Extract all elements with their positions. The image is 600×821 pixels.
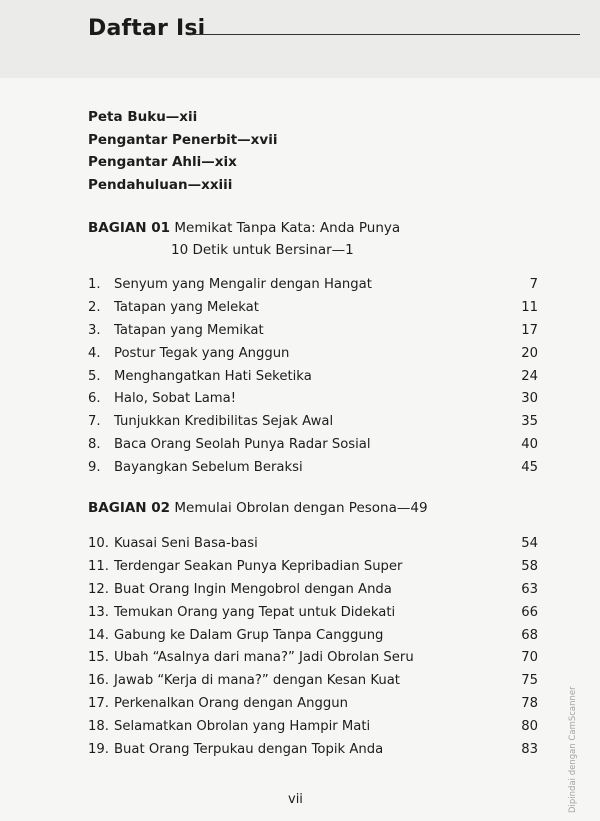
entry-title: Tatapan yang Memikat [114, 322, 264, 338]
toc-entry [88, 646, 538, 669]
part-title: Memikat Tanpa Kata: Anda Punya [174, 220, 401, 236]
toc-entry [88, 433, 538, 456]
part-title: Memulai Obrolan dengan Pesona—49 [174, 500, 428, 516]
title-rule [190, 34, 580, 35]
entry-page: 58 [521, 558, 538, 574]
toc-entry [88, 715, 538, 738]
entry-number: 18. [88, 719, 109, 735]
toc-entry [88, 342, 538, 365]
entry-page: 70 [521, 650, 538, 666]
entry-title: Gabung ke Dalam Grup Tanpa Canggung [114, 627, 384, 643]
entry-title: Jawab “Kerja di mana?” dengan Kesan Kuat [114, 673, 400, 689]
entry-page: 40 [521, 437, 538, 453]
entry-title: Tunjukkan Kredibilitas Sejak Awal [114, 414, 334, 430]
entry-number: 3. [88, 322, 101, 338]
entry-page: 17 [521, 322, 538, 338]
toc-entry [88, 365, 538, 388]
entry-number: 2. [88, 299, 101, 315]
toc-list [88, 273, 538, 479]
front-matter-item: Pendahuluan—xxiii [88, 176, 233, 193]
part-label: BAGIAN 01 [88, 220, 171, 236]
entry-title: Selamatkan Obrolan yang Hampir Mati [114, 719, 371, 735]
entry-page: 80 [521, 719, 538, 735]
toc-entry [88, 624, 538, 647]
entry-page: 63 [521, 581, 538, 597]
entry-number: 12. [88, 581, 109, 597]
entry-page: 24 [521, 368, 538, 384]
entry-title: Terdengar Seakan Punya Kepribadian Super [114, 558, 403, 574]
entry-number: 1. [88, 276, 101, 292]
entry-number: 9. [88, 460, 101, 476]
entry-title: Postur Tegak yang Anggun [114, 345, 290, 361]
entry-title: Kuasai Seni Basa-basi [114, 535, 258, 551]
entry-number: 16. [88, 673, 109, 689]
entry-number: 10. [88, 535, 109, 551]
entry-title: Halo, Sobat Lama! [114, 391, 237, 407]
entry-page: 35 [521, 414, 538, 430]
page-number: vii [288, 792, 303, 807]
toc-entry [88, 601, 538, 624]
entry-number: 6. [88, 391, 101, 407]
toc-entry [88, 319, 538, 342]
front-matter-item: Peta Buku—xii [88, 109, 198, 125]
scanner-watermark-text: Dipindai dengan CamScanner [568, 686, 578, 813]
entry-number: 5. [88, 368, 101, 384]
entry-page: 30 [521, 391, 538, 407]
toc-entry [88, 738, 538, 761]
toc-entry [88, 387, 538, 410]
entry-title: Buat Orang Terpukau dengan Topik Anda [114, 741, 384, 757]
entry-number: 19. [88, 741, 109, 757]
part-heading [88, 498, 428, 520]
entry-number: 4. [88, 345, 101, 361]
entry-number: 13. [88, 604, 109, 620]
entry-title: Temukan Orang yang Tepat untuk Didekati [114, 604, 396, 620]
entry-page: 66 [521, 604, 538, 620]
entry-number: 8. [88, 437, 101, 453]
entry-page: 83 [521, 741, 538, 757]
entry-title: Senyum yang Mengalir dengan Hangat [114, 276, 372, 292]
toc-entry [88, 456, 538, 479]
toc-entry [88, 296, 538, 319]
toc-entry [88, 555, 538, 578]
part-label: BAGIAN 02 [88, 500, 171, 516]
entry-number: 11. [88, 558, 109, 574]
entry-page: 54 [521, 535, 538, 551]
front-matter-list [88, 106, 277, 196]
entry-title: Ubah “Asalnya dari mana?” Jadi Obrolan Seru [114, 650, 414, 666]
toc-entry [88, 273, 538, 296]
toc-entry [88, 410, 538, 433]
entry-page: 78 [521, 696, 538, 712]
front-matter-item: Pengantar Ahli—xix [88, 154, 237, 171]
scanner-watermark [568, 685, 582, 815]
entry-number: 14. [88, 627, 109, 643]
toc-entry [88, 578, 538, 601]
part-heading [88, 218, 400, 261]
entry-title: Bayangkan Sebelum Beraksi [114, 460, 303, 476]
entry-page: 20 [521, 345, 538, 361]
entry-title: Buat Orang Ingin Mengobrol dengan Anda [114, 581, 392, 597]
entry-number: 17. [88, 696, 109, 712]
entry-title: Tatapan yang Melekat [114, 299, 259, 315]
toc-list [88, 532, 538, 761]
entry-title: Perkenalkan Orang dengan Anggun [114, 696, 348, 712]
entry-page: 45 [521, 460, 538, 476]
entry-number: 7. [88, 414, 101, 430]
entry-page: 75 [521, 673, 538, 689]
entry-number: 15. [88, 650, 109, 666]
entry-page: 11 [521, 299, 538, 315]
toc-entry [88, 669, 538, 692]
page-title: Daftar Isi [88, 16, 206, 41]
toc-entry [88, 692, 538, 715]
entry-title: Baca Orang Seolah Punya Radar Sosial [114, 437, 371, 453]
part-title-line2: 10 Detik untuk Bersinar—1 [171, 241, 354, 258]
front-matter-item: Pengantar Penerbit—xvii [88, 131, 278, 148]
entry-page: 68 [521, 627, 538, 643]
entry-title: Menghangatkan Hati Seketika [114, 368, 312, 384]
entry-page: 7 [529, 276, 538, 292]
toc-entry [88, 532, 538, 555]
